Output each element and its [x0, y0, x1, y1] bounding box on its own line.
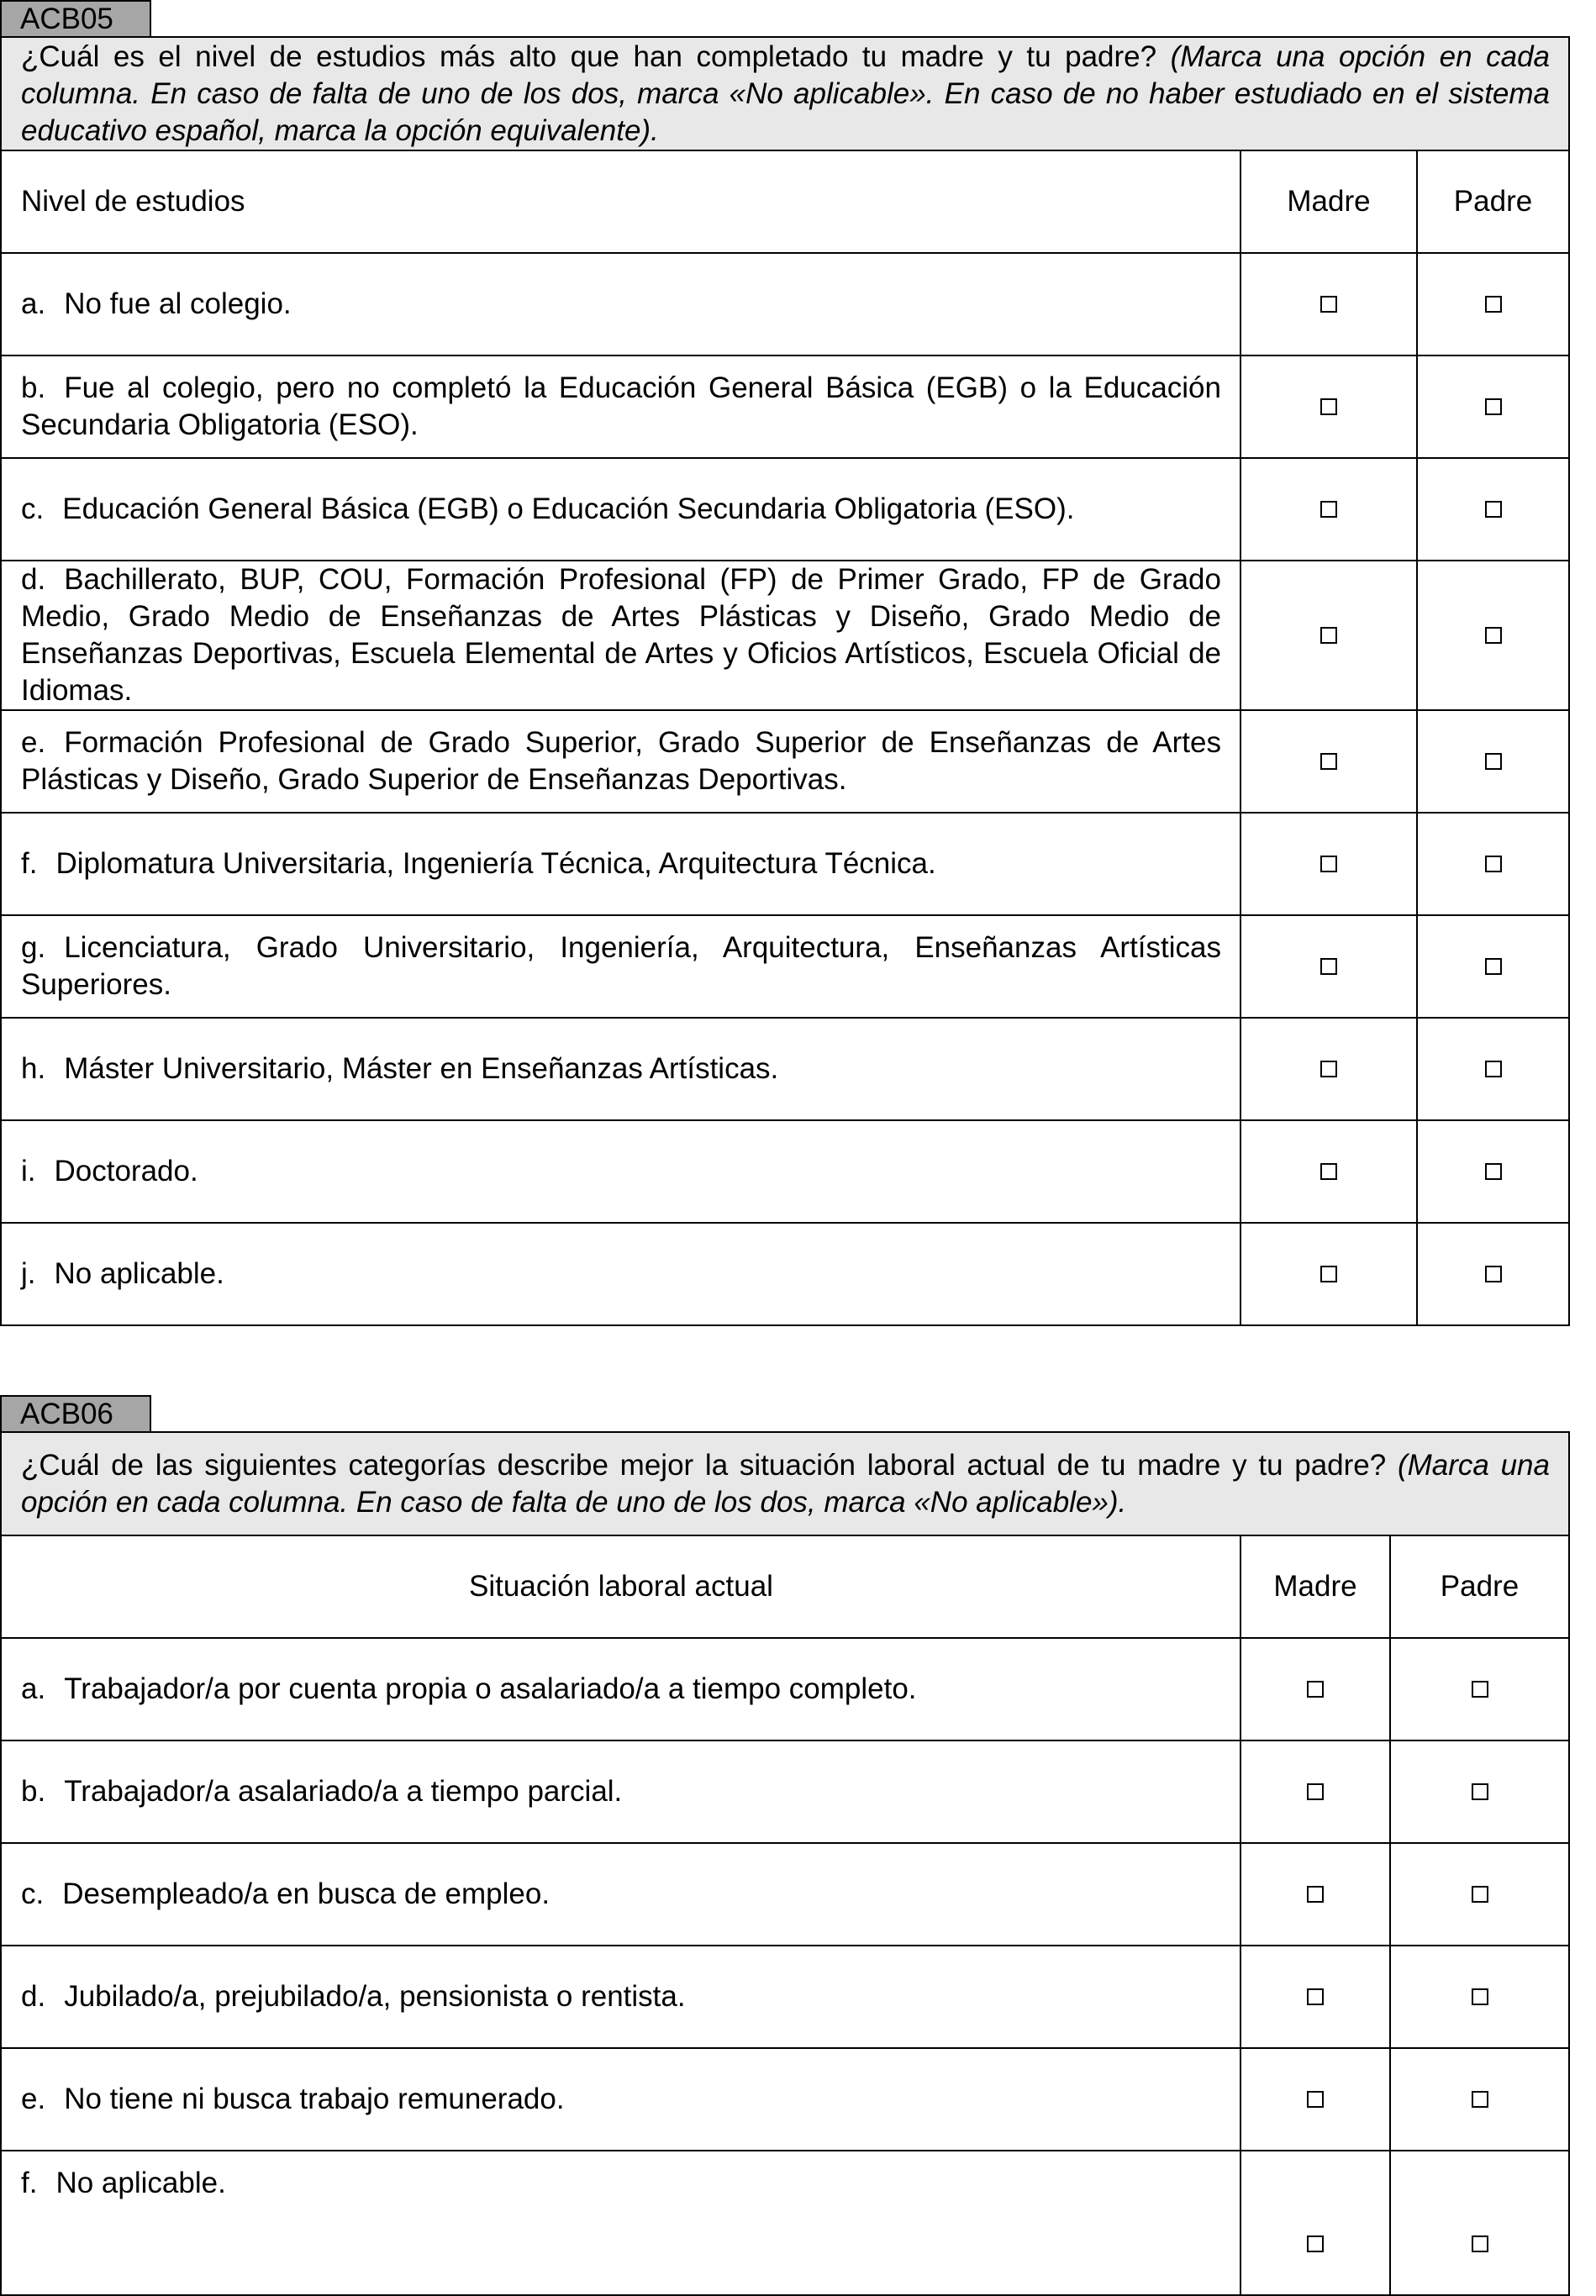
father-checkbox[interactable]: [1472, 1988, 1488, 2005]
option-marker: j.: [21, 1257, 36, 1290]
father-checkbox[interactable]: [1485, 753, 1502, 770]
column-header-level: Nivel de estudios: [1, 150, 1240, 253]
column-header-father: Padre: [1417, 150, 1569, 253]
father-checkbox[interactable]: [1472, 1681, 1488, 1698]
prompt-instructions: (Marca una opción en cada columna. En caso de falta de uno de los dos, marca «No aplicable». En caso de no haber estudiado en el sistema educativo español, marca la opción equivalente).: [21, 39, 1551, 147]
option-label: No aplicable.: [55, 2167, 226, 2199]
option-label: Formación Profesional de Grado Superior, Grado Superior de Enseñanzas de Artes Plásticas y Diseño, Grado Superior de Enseñanzas Deportivas.: [21, 726, 1221, 796]
option-marker: d.: [21, 563, 46, 596]
column-header-mother: Madre: [1240, 150, 1417, 253]
option-marker: b.: [21, 1775, 46, 1808]
option-label: No fue al colegio.: [64, 287, 292, 320]
mother-checkbox[interactable]: [1320, 296, 1337, 313]
table-row: [1, 1843, 1569, 1946]
option-marker: a.: [21, 1672, 46, 1705]
option-marker: f.: [21, 2167, 38, 2199]
option-label: Desempleado/a en busca de empleo.: [62, 1877, 550, 1910]
question-code: ACB05: [0, 0, 151, 36]
prompt-main: ¿Cuál de las siguientes categorías describe mejor la situación laboral actual de tu madre y tu padre?: [21, 1448, 1387, 1482]
column-header-father: Padre: [1390, 1535, 1569, 1638]
father-checkbox[interactable]: [1485, 627, 1502, 644]
option-label: Fue al colegio, pero no completó la Educación General Básica (EGB) o la Educación Secundaria Obligatoria (ESO).: [21, 371, 1221, 441]
prompt-main: ¿Cuál es el nivel de estudios más alto que han completado tu madre y tu padre?: [21, 39, 1157, 73]
father-checkbox[interactable]: [1472, 2235, 1488, 2252]
father-checkbox[interactable]: [1472, 1886, 1488, 1903]
mother-checkbox[interactable]: [1320, 501, 1337, 518]
option-label: Educación General Básica (EGB) o Educación Secundaria Obligatoria (ESO).: [62, 492, 1075, 525]
option-label: No aplicable.: [54, 1257, 224, 1290]
column-header-mother: Madre: [1240, 1535, 1390, 1638]
table-row: [1, 561, 1569, 710]
mother-checkbox[interactable]: [1307, 1886, 1324, 1903]
option-marker: i.: [21, 1155, 36, 1187]
option-marker: e.: [21, 2083, 46, 2115]
mother-checkbox[interactable]: [1307, 2235, 1324, 2252]
option-marker: a.: [21, 287, 46, 320]
father-checkbox[interactable]: [1485, 958, 1502, 975]
option-marker: c.: [21, 492, 45, 525]
father-checkbox[interactable]: [1485, 1266, 1502, 1282]
mother-checkbox[interactable]: [1320, 753, 1337, 770]
mother-checkbox[interactable]: [1320, 856, 1337, 872]
mother-checkbox[interactable]: [1307, 1988, 1324, 2005]
table-row: [1, 1120, 1569, 1223]
option-marker: f.: [21, 847, 38, 880]
question-code: ACB06: [0, 1395, 151, 1431]
option-label: Licenciatura, Grado Universitario, Ingeniería, Arquitectura, Enseñanzas Artísticas Superiores.: [21, 931, 1221, 1001]
option-label: Diplomatura Universitaria, Ingeniería Técnica, Arquitectura Técnica.: [55, 847, 936, 880]
father-checkbox[interactable]: [1485, 398, 1502, 415]
mother-checkbox[interactable]: [1307, 1681, 1324, 1698]
table-row: [1, 1223, 1569, 1325]
table-row: [1, 458, 1569, 561]
acb06-table: [0, 1431, 1570, 2296]
column-header-situation: Situación laboral actual: [1, 1535, 1240, 1638]
option-label: Máster Universitario, Máster en Enseñanzas Artísticas.: [64, 1052, 779, 1085]
option-label: Trabajador/a asalariado/a a tiempo parcial.: [64, 1775, 623, 1808]
question-prompt: [1, 37, 1569, 150]
mother-checkbox[interactable]: [1320, 398, 1337, 415]
table-row: [1, 355, 1569, 458]
table-row: [1, 710, 1569, 813]
table-row: [1, 2151, 1569, 2295]
father-checkbox[interactable]: [1472, 1783, 1488, 1800]
option-label: Jubilado/a, prejubilado/a, pensionista o rentista.: [64, 1980, 686, 2013]
option-marker: c.: [21, 1877, 45, 1910]
father-checkbox[interactable]: [1485, 296, 1502, 313]
question-acb06: [0, 1395, 1570, 2296]
option-marker: b.: [21, 371, 46, 404]
table-row: [1, 1638, 1569, 1740]
father-checkbox[interactable]: [1485, 501, 1502, 518]
mother-checkbox[interactable]: [1320, 1061, 1337, 1077]
table-row: [1, 253, 1569, 355]
mother-checkbox[interactable]: [1307, 1783, 1324, 1800]
father-checkbox[interactable]: [1472, 2091, 1488, 2108]
option-label: Trabajador/a por cuenta propia o asalariado/a a tiempo completo.: [64, 1672, 917, 1705]
mother-checkbox[interactable]: [1320, 627, 1337, 644]
table-row: [1, 1740, 1569, 1843]
option-marker: e.: [21, 726, 46, 759]
table-row: [1, 915, 1569, 1018]
mother-checkbox[interactable]: [1320, 958, 1337, 975]
table-row: [1, 2048, 1569, 2151]
prompt-instructions: (Marca una opción en cada columna. En caso de falta de uno de los dos, marca «No aplicable»).: [21, 1448, 1550, 1519]
acb05-table: [0, 36, 1570, 1326]
table-row: [1, 1018, 1569, 1120]
option-label: No tiene ni busca trabajo remunerado.: [64, 2083, 565, 2115]
table-row: [1, 813, 1569, 915]
father-checkbox[interactable]: [1485, 1163, 1502, 1180]
option-marker: g.: [21, 931, 46, 964]
option-marker: d.: [21, 1980, 46, 2013]
father-checkbox[interactable]: [1485, 856, 1502, 872]
mother-checkbox[interactable]: [1307, 2091, 1324, 2108]
table-row: [1, 1946, 1569, 2048]
option-label: Bachillerato, BUP, COU, Formación Profesional (FP) de Primer Grado, FP de Grado Medio, Grado Medio de Enseñanzas de Artes Plásticas y Diseño, Grado Medio de Enseñanzas Deportivas, Escuela Elemental de Artes y Oficios Artísticos, Escuela Oficial de Idiomas.: [21, 563, 1221, 707]
question-prompt: [1, 1432, 1569, 1535]
option-marker: h.: [21, 1052, 46, 1085]
father-checkbox[interactable]: [1485, 1061, 1502, 1077]
mother-checkbox[interactable]: [1320, 1163, 1337, 1180]
option-label: Doctorado.: [54, 1155, 198, 1187]
mother-checkbox[interactable]: [1320, 1266, 1337, 1282]
